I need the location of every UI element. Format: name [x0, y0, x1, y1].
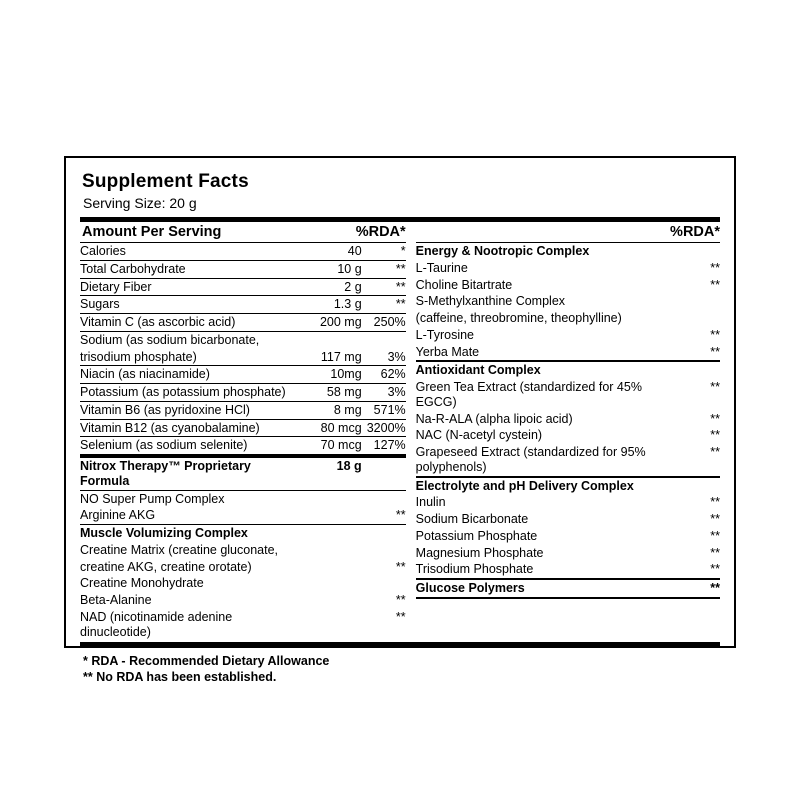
nutrient-amount — [300, 525, 362, 542]
right-column — [416, 222, 720, 640]
table-row — [80, 314, 406, 332]
nutrient-amount: 40 — [300, 243, 362, 260]
nutrient-name: Muscle Volumizing Complex — [80, 526, 248, 540]
facts-columns — [80, 222, 720, 640]
nutrient-rda: 3% — [362, 384, 406, 402]
ingredient-name: Yerba Mate — [415, 344, 480, 359]
table-row — [80, 419, 406, 437]
nutrient-amount: 10 g — [300, 260, 362, 278]
table-row — [80, 559, 406, 576]
ingredient-rda: ** — [710, 344, 720, 359]
nutrient-name: Nitrox Therapy™ Proprietary Formula — [80, 456, 300, 490]
ingredient-name: (caffeine, threobromine, theophylline) — [415, 311, 622, 325]
nutrient-name: Calories — [80, 243, 300, 260]
nutrient-rda: 250% — [362, 314, 406, 332]
ingredient-rda: ** — [710, 445, 720, 459]
nutrient-name: creatine AKG, creatine orotate) — [80, 559, 252, 574]
footnotes — [80, 647, 720, 685]
nutrient-rda: 571% — [362, 401, 406, 419]
nutrient-rda — [362, 575, 406, 592]
nutrient-rda — [362, 490, 406, 507]
nutrient-name: Niacin (as niacinamide) — [80, 366, 300, 384]
table-row — [416, 277, 720, 294]
ingredient-rda: ** — [710, 428, 720, 443]
table-row — [416, 494, 720, 511]
ingredient-rda: ** — [710, 495, 720, 510]
nutrient-amount — [300, 559, 362, 576]
table-row — [80, 507, 406, 524]
footnote: * RDA - Recommended Dietary Allowance — [83, 654, 330, 669]
ingredient-name: Antioxidant Complex — [416, 361, 676, 379]
nutrient-name: Creatine Monohydrate — [80, 576, 204, 591]
nutrient-rda: ** — [395, 593, 406, 607]
table-row — [80, 542, 406, 559]
nutrient-amount — [300, 490, 362, 507]
nutrient-rda: ** — [395, 559, 406, 574]
page-title: Supplement Facts — [82, 171, 249, 192]
left-facts-table — [80, 243, 406, 640]
nutrient-amount: 58 mg — [300, 384, 362, 402]
nutrient-amount — [300, 609, 362, 641]
nutrient-amount: 70 mcg — [300, 437, 362, 456]
nutrient-amount: 8 mg — [300, 401, 362, 419]
serving-size: Serving Size: 20 g — [83, 195, 197, 211]
nutrient-amount — [300, 507, 362, 524]
table-row — [80, 592, 406, 609]
nutrient-rda: ** — [362, 507, 406, 524]
ingredient-name: Glucose Polymers — [416, 579, 676, 598]
ingredient-rda: ** — [710, 327, 720, 342]
ingredient-name: Electrolyte and pH Delivery Complex — [416, 477, 676, 495]
nutrient-name: Total Carbohydrate — [80, 260, 300, 278]
ingredient-name: S-Methylxanthine Complex — [415, 294, 566, 309]
ingredient-name: Inulin — [415, 495, 446, 510]
table-row — [416, 561, 720, 579]
table-row — [80, 331, 406, 348]
table-row — [416, 579, 720, 598]
nutrient-name: Vitamin B6 (as pyridoxine HCl) — [80, 401, 300, 419]
ingredient-rda: ** — [710, 562, 720, 577]
ingredient-name: L-Tyrosine — [415, 327, 475, 342]
table-row — [80, 575, 406, 592]
nutrient-rda — [362, 331, 406, 348]
supplement-facts-panel — [64, 156, 736, 685]
ingredient-rda: ** — [710, 545, 720, 560]
ingredient-rda: ** — [676, 579, 720, 598]
nutrient-name: Beta-Alanine — [80, 593, 152, 607]
right-facts-table — [416, 243, 720, 599]
nutrient-rda: 127% — [362, 437, 406, 456]
nutrient-name: Vitamin C (as ascorbic acid) — [80, 314, 300, 332]
ingredient-name: L-Taurine — [415, 260, 468, 275]
table-row — [80, 366, 406, 384]
table-row — [80, 490, 406, 507]
nutrient-name: Selenium (as sodium selenite) — [80, 437, 300, 456]
table-row — [416, 427, 720, 444]
table-row — [416, 361, 720, 379]
table-row — [80, 349, 406, 366]
table-row — [416, 411, 720, 428]
table-row — [80, 260, 406, 278]
nutrient-rda: ** — [362, 260, 406, 278]
nutrient-amount: 18 g — [300, 456, 362, 490]
right-rda-label: %RDA* — [670, 224, 720, 240]
nutrient-name: Vitamin B12 (as cyanobalamine) — [80, 419, 300, 437]
ingredient-name: Green Tea Extract (standardized for 45% EGCG) — [415, 380, 642, 409]
ingredient-name: Trisodium Phosphate — [415, 562, 534, 577]
table-row — [416, 511, 720, 528]
table-row — [80, 437, 406, 456]
table-row — [416, 260, 720, 277]
nutrient-name: NAD (nicotinamide adenine dinucleotide) — [80, 609, 233, 639]
nutrient-rda: * — [362, 243, 406, 260]
nutrient-rda: ** — [362, 278, 406, 296]
ingredient-rda: ** — [710, 260, 720, 275]
ingredient-rda — [676, 477, 720, 495]
table-row — [80, 456, 406, 490]
table-row — [80, 296, 406, 314]
nutrient-amount — [300, 575, 362, 592]
amount-per-serving-label: Amount Per Serving — [82, 224, 222, 240]
nutrient-rda — [362, 525, 406, 542]
table-row — [80, 609, 406, 641]
nutrient-rda: 3200% — [362, 419, 406, 437]
footnote: ** No RDA has been established. — [83, 670, 277, 685]
table-row — [416, 545, 720, 562]
nutrient-name: Potassium (as potassium phosphate) — [80, 384, 300, 402]
nutrient-amount: 80 mcg — [300, 419, 362, 437]
nutrient-amount — [300, 592, 362, 609]
ingredient-name: Sodium Bicarbonate — [415, 512, 529, 526]
table-row — [416, 310, 720, 327]
table-row — [416, 444, 720, 477]
table-row — [80, 243, 406, 260]
ingredient-rda: ** — [710, 411, 720, 426]
right-column-header — [416, 222, 720, 242]
ingredient-rda — [676, 361, 720, 379]
ingredient-rda: ** — [710, 528, 720, 543]
table-row — [80, 401, 406, 419]
ingredient-name: Na-R-ALA (alpha lipoic acid) — [415, 411, 573, 426]
nutrient-name: trisodium phosphate) — [80, 349, 300, 366]
nutrient-rda — [362, 542, 406, 559]
table-row — [80, 384, 406, 402]
nutrient-amount — [300, 542, 362, 559]
ingredient-rda — [676, 293, 720, 310]
table-row — [416, 477, 720, 495]
ingredient-rda: ** — [710, 512, 720, 526]
table-row — [80, 525, 406, 542]
nutrient-amount: 2 g — [300, 278, 362, 296]
table-row — [416, 327, 720, 344]
table-row — [416, 293, 720, 310]
ingredient-name: Energy & Nootropic Complex — [415, 244, 590, 258]
nutrient-name: Sugars — [80, 296, 300, 314]
ingredient-name: Magnesium Phosphate — [415, 545, 544, 560]
left-column-header — [80, 222, 406, 242]
ingredient-name: Potassium Phosphate — [415, 528, 538, 543]
table-row — [416, 528, 720, 545]
nutrient-rda: 62% — [362, 366, 406, 384]
nutrient-name: Dietary Fiber — [80, 278, 300, 296]
nutrient-name: Creatine Matrix (creatine gluconate, — [80, 542, 279, 557]
nutrient-name: Arginine AKG — [80, 507, 300, 524]
table-row — [416, 243, 720, 260]
table-row — [80, 278, 406, 296]
nutrient-amount — [300, 331, 362, 348]
ingredient-rda — [676, 310, 720, 327]
table-row — [416, 344, 720, 362]
ingredient-rda: ** — [710, 277, 720, 292]
ingredient-rda — [676, 243, 720, 260]
ingredient-name: Grapeseed Extract (standardized for 95% polyphenols) — [415, 445, 646, 474]
nutrient-name: NO Super Pump Complex — [80, 491, 225, 506]
nutrient-amount: 10mg — [300, 366, 362, 384]
nutrient-amount: 1.3 g — [300, 296, 362, 314]
left-rda-label: %RDA* — [355, 224, 406, 240]
nutrient-rda — [362, 456, 406, 490]
nutrient-rda: ** — [395, 609, 406, 624]
nutrient-amount: 200 mg — [300, 314, 362, 332]
ingredient-rda: ** — [710, 380, 720, 394]
ingredient-name: Choline Bitartrate — [415, 277, 513, 292]
nutrient-rda: 3% — [362, 349, 406, 366]
table-row — [416, 379, 720, 411]
nutrient-amount: 117 mg — [300, 349, 362, 366]
left-column — [80, 222, 406, 640]
ingredient-name: NAC (N-acetyl cystein) — [415, 428, 543, 443]
nutrient-name: Sodium (as sodium bicarbonate, — [80, 332, 260, 347]
nutrient-rda: ** — [362, 296, 406, 314]
